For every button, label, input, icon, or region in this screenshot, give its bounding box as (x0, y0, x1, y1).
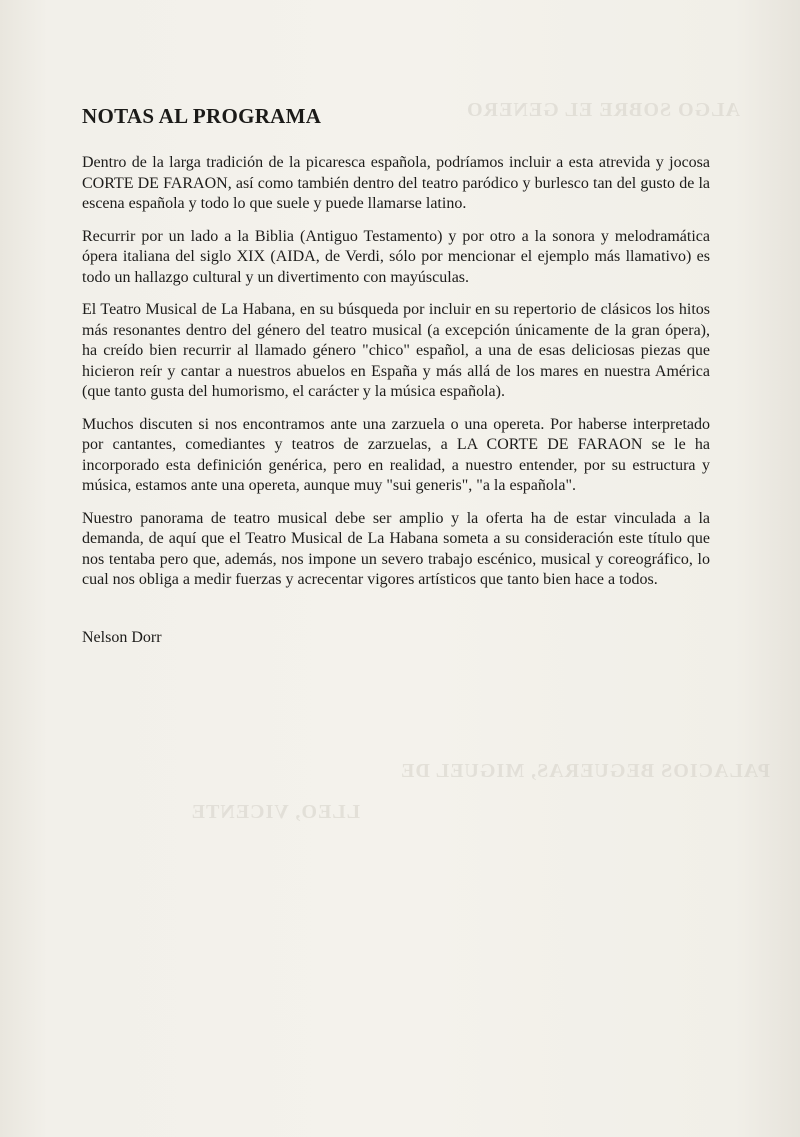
paragraph-5: Nuestro panorama de teatro musical debe ser amplio y la oferta ha de estar vinculada a la demanda, de aquí que el Teatro Musical de La Habana someta a su consideración este título que nos tentaba pero que, además, nos impone un severo trabajo escénico, musical y coreográfico, lo cual nos obliga a medir fuerzas y acrecentar vigores artísticos que tanto bien hace a todos. (82, 509, 710, 588)
paragraph-1: Dentro de la larga tradición de la picaresca española, podríamos incluir a esta atrevida y jocosa CORTE DE FARAON, así como también dentro del teatro paródico y burlesco tan del gusto de la escena española y todo lo que suele y puede llamarse latino. (82, 154, 710, 212)
program-notes (82, 104, 710, 647)
paragraph-3: El Teatro Musical de La Habana, en su búsqueda por incluir en su repertorio de clásicos los hitos más resonantes dentro del género del teatro musical (a excepción únicamente de la gran ópera), ha creído bien recurrir al llamado género "chico" español, a una de esas deliciosas piezas que hicieron reír y cantar a nuestros abuelos en España y más allá de los mares en nuestra América (que tanto gusta del humorismo, el carácter y la música española). (82, 301, 710, 400)
paragraph-4: Muchos discuten si nos encontramos ante una zarzuela o una opereta. Por haberse interpretado por cantantes, comediantes y teatros de zarzuelas, a LA CORTE DE FARAON se le ha incorporado esta definición genérica, pero en realidad, a nuestro entender, por su estructura y música, estamos ante una opereta, aunque muy "sui generis", "a la española". (82, 415, 710, 494)
bleed-heading-1: ALGO SOBRE EL GENERO (466, 99, 740, 121)
page-title: NOTAS AL PROGRAMA (82, 104, 322, 128)
author-signature: Nelson Dorr (82, 628, 162, 646)
bleed-heading-2: PALACIOS BEGUERAS, MIGUEL DE (400, 760, 770, 782)
bleed-heading-3: LLEO, VICENTE (190, 801, 360, 823)
paragraph-2: Recurrir por un lado a la Biblia (Antiguo Testamento) y por otro a la sonora y melodramática ópera italiana del siglo XIX (AIDA, de Verdi, sólo por mencionar el ejemplo más llamativo) es todo un hallazgo cultural y un divertimento con mayúsculas. (82, 227, 710, 286)
